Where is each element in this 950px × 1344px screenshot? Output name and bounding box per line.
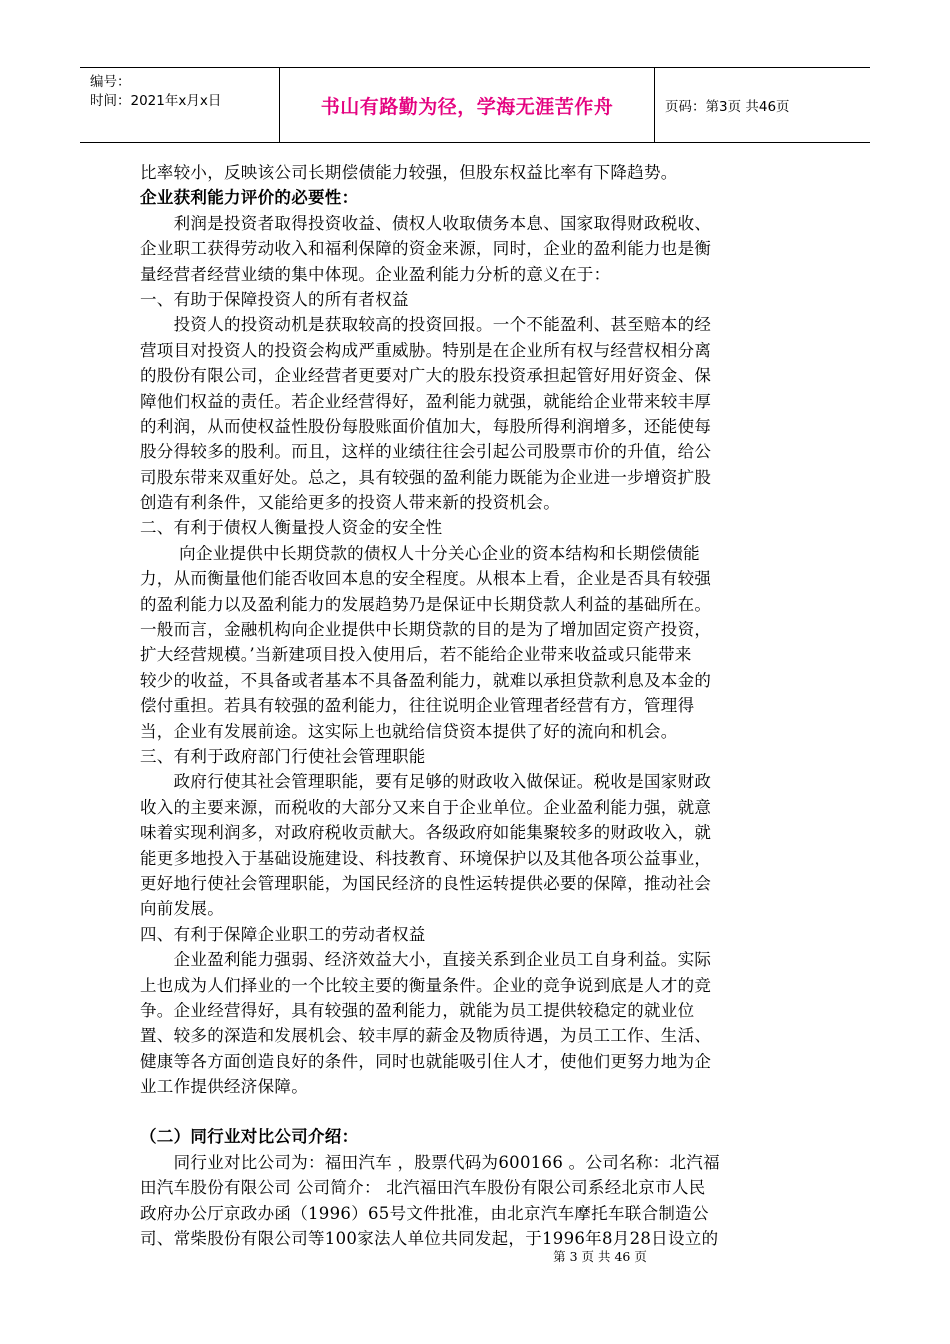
- paragraph-line: 政府办公厅京政办函（1996）65号文件批准，由北京汽车摩托车联合制造公: [140, 1203, 709, 1223]
- paragraph-line: 的盈利能力以及盈利能力的发展趋势乃是保证中长期贷款人利益的基础所在。: [140, 594, 712, 614]
- page-footer: [0, 1247, 950, 1265]
- paragraph-line: 营项目对投资人的投资会构成严重威胁。特别是在企业所有权与经营权相分离: [140, 340, 712, 360]
- section-heading: 企业获利能力评价的必要性：: [140, 188, 359, 208]
- paragraph-line: 投资人的投资动机是获取较高的投资回报。一个不能盈利、甚至赔本的经: [140, 315, 712, 335]
- document-body: [140, 160, 812, 1251]
- paragraph-line: 利润是投资者取得投资收益、债权人收取债务本息、国家取得财政税收、: [140, 213, 712, 233]
- paragraph-line: 的利润，从而使权益性股份每股账面价值加大，每股所得利润增多，还能使每: [140, 416, 712, 436]
- paragraph-line: 力，从而衡量他们能否收回本息的安全程度。从根本上看，企业是否具有较强: [140, 569, 712, 589]
- paragraph-line: 司股东带来双重好处。总之，具有较强的盈利能力既能为企业进一步增资扩股: [140, 467, 712, 487]
- paragraph-line: 田汽车股份有限公司 公司简介： 北汽福田汽车股份有限公司系经北京市人民: [140, 1178, 706, 1198]
- header-left-cell: [80, 68, 279, 142]
- paragraph-line: 扩大经营规模。’当新建项目投入使用后，若不能给企业带来收益或只能带来: [140, 645, 692, 665]
- motto-text: 书山有路勤为径，学海无涯苦作舟: [320, 95, 614, 118]
- header-table: [80, 67, 870, 143]
- paragraph-line: 更好地行使社会管理职能，为国民经济的良性运转提供必要的保障，推动社会: [140, 873, 712, 893]
- subheading-1: 一、有助于保障投资人的所有者权益: [140, 289, 409, 309]
- paragraph-line: 企业盈利能力强弱、经济效益大小，直接关系到企业员工自身利益。实际: [140, 950, 712, 970]
- paragraph-line: 量经营者经营业绩的集中体现。企业盈利能力分析的意义在于：: [140, 264, 611, 284]
- blank-gap: [140, 1099, 812, 1124]
- paragraph-line: 能更多地投入于基础设施建设、科技教育、环境保护以及其他各项公益事业，: [140, 848, 712, 868]
- paragraph-line: 收入的主要来源，而税收的大部分又来自于企业单位。企业盈利能力强，就意: [140, 797, 712, 817]
- paragraph-line: 味着实现利润多，对政府税收贡献大。各级政府如能集聚较多的财政收入，就: [140, 823, 712, 843]
- paragraph-line: 的股份有限公司，企业经营者更要对广大的股东投资承担起管好用好资金、保: [140, 366, 712, 386]
- paragraph-line: 向前发展。: [140, 899, 224, 919]
- paragraph-line: 创造有利条件，又能给更多的投资人带来新的投资机会。: [140, 493, 560, 513]
- subheading-3: 三、有利于政府部门行使社会管理职能: [140, 746, 426, 766]
- footer-page-number: 第 3 页 共 46 页: [553, 1249, 647, 1264]
- paragraph-line: 健康等各方面创造良好的条件，同时也就能吸引住人才，使他们更努力地为企: [140, 1051, 712, 1071]
- paragraph-line: 司、常柴股份有限公司等100家法人单位共同发起，于1996年8月28日设立的: [140, 1229, 719, 1249]
- header-motto-cell: [279, 68, 655, 142]
- paragraph-line: 比率较小，反映该公司长期偿债能力较强，但股东权益比率有下降趋势。: [140, 163, 678, 182]
- paragraph-line: 偿付重担。若具有较强的盈利能力，往往说明企业管理者经营有方，管理得: [140, 696, 695, 716]
- paragraph-line: 向企业提供中长期贷款的债权人十分关心企业的资本结构和长期偿债能: [140, 543, 700, 563]
- paragraph-line: 障他们权益的责任。若企业经营得好，盈利能力就强，就能给企业带来较丰厚: [140, 391, 712, 411]
- paragraph-line: 业工作提供经济保障。: [140, 1077, 308, 1097]
- paragraph-line: 同行业对比公司为：福田汽车 ，股票代码为600166 。公司名称：北汽福: [140, 1152, 720, 1172]
- paragraph-line: 政府行使其社会管理职能，要有足够的财政收入做保证。税收是国家财政: [140, 772, 712, 792]
- paragraph-line: 置、较多的深造和发展机会、较丰厚的薪金及物质待遇，为员工工作、生活、: [140, 1026, 712, 1046]
- paragraph-line: 当，企业有发展前途。这实际上也就给信贷资本提供了好的流向和机会。: [140, 721, 678, 741]
- paragraph-line: 上也成为人们择业的一个比较主要的衡量条件。企业的竞争说到底是人才的竞: [140, 975, 712, 995]
- paragraph-line: 争。企业经营得好，具有较强的盈利能力，就能为员工提供较稳定的就业位: [140, 1000, 695, 1020]
- subheading-2: 二、有利于债权人衡量投人资金的安全性: [140, 518, 443, 538]
- header-page-cell: [655, 68, 870, 142]
- subheading-4: 四、有利于保障企业职工的劳动者权益: [140, 924, 426, 944]
- paragraph-line: 股分得较多的股利。而且，这样的业绩往往会引起公司股票市价的升值，给公: [140, 442, 712, 462]
- section-title: （二）同行业对比公司介绍：: [140, 1127, 359, 1147]
- paragraph-line: 较少的收益，不具备或者基本不具备盈利能力，就难以承担贷款利息及本金的: [140, 670, 712, 690]
- paragraph-line: 企业职工获得劳动收入和福利保障的资金来源，同时，企业的盈利能力也是衡: [140, 239, 712, 259]
- serial-label: 编号：: [90, 74, 131, 90]
- paragraph-line: 一般而言，金融机构向企业提供中长期贷款的目的是为了增加固定资产投资，: [140, 620, 712, 640]
- page-info: 页码：第3页 共46页: [665, 99, 790, 115]
- time-label: 时间：2021年x月x日: [90, 93, 222, 109]
